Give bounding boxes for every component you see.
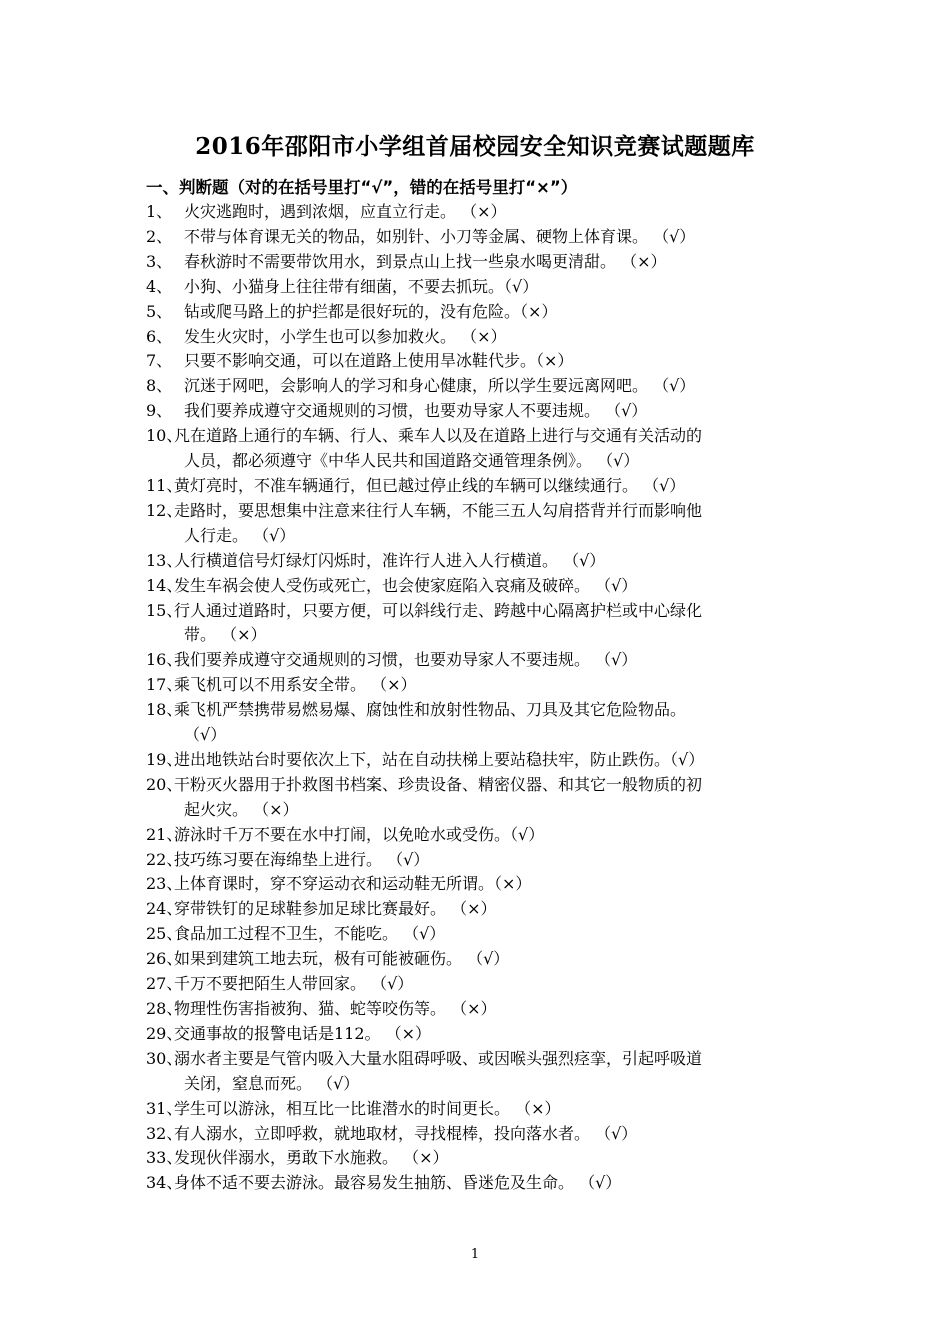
question-item <box>146 574 816 599</box>
question-number: 19、 <box>146 749 183 769</box>
question-number: 17、 <box>146 675 183 695</box>
question-number: 32、 <box>146 1123 183 1143</box>
question-text-continuation: 起火灾。 （×） <box>184 799 299 819</box>
question-text: 穿带铁钉的足球鞋参加足球比赛最好。 （×） <box>174 899 497 919</box>
question-number: 30、 <box>146 1048 183 1068</box>
question-item <box>146 1146 816 1171</box>
question-text: 上体育课时，穿不穿运动衣和运动鞋无所谓。（×） <box>174 874 532 894</box>
question-text-continuation: 带。 （×） <box>184 625 267 645</box>
question-item <box>146 200 816 225</box>
question-number: 8、 <box>146 376 173 396</box>
question-number: 13、 <box>146 550 183 570</box>
question-number: 26、 <box>146 949 183 969</box>
question-text: 身体不适不要去游泳。最容易发生抽筋、昏迷危及生命。 （√） <box>174 1173 622 1193</box>
question-text: 人行横道信号灯绿灯闪烁时，准许行人进入人行横道。 （√） <box>174 550 606 570</box>
question-text: 小狗、小猫身上往往带有细菌，不要去抓玩。（√） <box>184 276 539 296</box>
question-text: 我们要养成遵守交通规则的习惯，也要劝导家人不要违规。 （√） <box>184 401 648 421</box>
question-number: 21、 <box>146 824 183 844</box>
question-number: 29、 <box>146 1023 183 1043</box>
question-text: 火灾逃跑时，遇到浓烟，应直立行走。 （×） <box>184 202 507 221</box>
question-number: 7、 <box>146 351 173 371</box>
question-text: 物理性伤害指被狗、猫、蛇等咬伤等。 （×） <box>174 999 497 1018</box>
question-item <box>146 349 816 374</box>
question-text: 游泳时千万不要在水中打闹，以免呛水或受伤。（√） <box>174 824 545 844</box>
page-number: 1 <box>470 1247 480 1262</box>
question-item <box>146 848 816 873</box>
question-item <box>146 698 816 748</box>
question-number: 5、 <box>146 301 173 321</box>
question-item <box>146 549 816 574</box>
question-item <box>146 1022 816 1047</box>
question-item <box>146 673 816 698</box>
question-text: 只要不影响交通，可以在道路上使用旱冰鞋代步。（×） <box>184 351 574 371</box>
question-item <box>146 897 816 922</box>
question-text: 乘飞机严禁携带易燃易爆、腐蚀性和放射性物品、刀具及其它危险物品。 <box>174 700 687 720</box>
question-list <box>146 200 816 1196</box>
section-heading: 一、判断题（对的在括号里打“√”，错的在括号里打“×”） <box>146 178 578 197</box>
question-text-continuation: （√） <box>184 725 227 745</box>
question-item <box>146 872 816 897</box>
question-text: 发生车祸会使人受伤或死亡，也会使家庭陷入哀痛及破碎。 （√） <box>174 575 638 595</box>
question-number: 2、 <box>146 226 173 246</box>
question-text: 技巧练习要在海绵垫上进行。 （√） <box>174 849 430 869</box>
question-item <box>146 748 816 773</box>
question-text: 行人通过道路时，只要方便，可以斜线行走、跨越中心隔离护栏或中心绿化 <box>174 600 703 620</box>
question-text: 钻或爬马路上的护拦都是很好玩的，没有危险。（×） <box>184 301 558 321</box>
question-item <box>146 499 816 549</box>
question-text: 沉迷于网吧，会影响人的学习和身心健康，所以学生要远离网吧。 （√） <box>184 376 696 396</box>
question-number: 14、 <box>146 575 183 595</box>
question-item <box>146 399 816 424</box>
question-text: 乘飞机可以不用系安全带。 （×） <box>174 675 417 695</box>
question-item <box>146 474 816 499</box>
question-number: 4、 <box>146 276 173 296</box>
question-number: 10、 <box>146 426 183 446</box>
question-item <box>146 1097 816 1122</box>
question-item <box>146 374 816 399</box>
question-number: 31、 <box>146 1098 183 1118</box>
question-item <box>146 300 816 325</box>
question-number: 9、 <box>146 401 173 421</box>
question-text: 溺水者主要是气管内吸入大量水阻碍呼吸、或因喉头强烈痉挛，引起呼吸道 <box>174 1048 703 1068</box>
question-number: 25、 <box>146 924 183 944</box>
question-item <box>146 250 816 275</box>
question-text: 有人溺水，立即呼救，就地取材，寻找棍棒，投向落水者。 （√） <box>174 1123 638 1143</box>
question-number: 33、 <box>146 1148 183 1168</box>
question-item <box>146 997 816 1022</box>
question-item <box>146 972 816 997</box>
question-number: 11、 <box>146 475 183 495</box>
question-text: 走路时，要思想集中注意来往行人车辆，不能三五人勾肩搭背并行而影响他 <box>174 500 703 520</box>
document-title: 2016年邵阳市小学组首届校园安全知识竞赛试题题库 <box>195 133 755 160</box>
question-number: 12、 <box>146 500 183 520</box>
question-item <box>146 225 816 250</box>
question-number: 15、 <box>146 600 183 620</box>
question-item <box>146 424 816 474</box>
question-item <box>146 599 816 649</box>
question-number: 22、 <box>146 849 183 869</box>
question-text: 不带与体育课无关的物品，如别针、小刀等金属、硬物上体育课。 （√） <box>184 226 696 246</box>
question-number: 16、 <box>146 650 183 670</box>
question-number: 18、 <box>146 700 183 720</box>
question-number: 28、 <box>146 999 183 1018</box>
question-item <box>146 1047 816 1097</box>
question-item <box>146 1122 816 1147</box>
question-item <box>146 922 816 947</box>
question-number: 1、 <box>146 202 173 221</box>
question-text: 春秋游时不需要带饮用水，到景点山上找一些泉水喝更清甜。 （×） <box>184 251 667 271</box>
question-text: 食品加工过程不卫生，不能吃。 （√） <box>174 924 446 944</box>
question-item <box>146 773 816 823</box>
question-text: 干粉灭火器用于扑救图书档案、珍贵设备、精密仪器、和其它一般物质的初 <box>174 774 703 794</box>
question-text: 交通事故的报警电话是112。 （×） <box>174 1023 432 1043</box>
question-text-continuation: 关闭，窒息而死。 （√） <box>184 1073 360 1093</box>
question-item <box>146 947 816 972</box>
question-number: 20、 <box>146 774 183 794</box>
question-item <box>146 275 816 300</box>
question-number: 27、 <box>146 974 183 994</box>
question-item <box>146 823 816 848</box>
question-number: 3、 <box>146 251 173 271</box>
question-number: 24、 <box>146 899 183 919</box>
question-text: 我们要养成遵守交通规则的习惯，也要劝导家人不要违规。 （√） <box>174 650 638 670</box>
question-number: 34、 <box>146 1173 183 1193</box>
question-text: 发生火灾时，小学生也可以参加救火。 （×） <box>184 326 507 346</box>
question-text: 学生可以游泳，相互比一比谁潜水的时间更长。 （×） <box>174 1098 561 1118</box>
question-text: 千万不要把陌生人带回家。 （√） <box>174 974 414 994</box>
question-text: 黄灯亮时，不准车辆通行，但已越过停止线的车辆可以继续通行。 （√） <box>174 475 686 495</box>
question-number: 6、 <box>146 326 173 346</box>
question-text: 如果到建筑工地去玩，极有可能被砸伤。 （√） <box>174 949 510 969</box>
question-item <box>146 1171 816 1196</box>
question-text-continuation: 人行走。 （√） <box>184 525 296 545</box>
question-text-continuation: 人员，都必须遵守《中华人民共和国道路交通管理条例》。 （√） <box>184 451 640 471</box>
question-item <box>146 325 816 350</box>
question-text: 进出地铁站台时要依次上下，站在自动扶梯上要站稳扶牢，防止跌伤。（√） <box>174 749 705 769</box>
question-number: 23、 <box>146 874 183 894</box>
question-item <box>146 648 816 673</box>
question-text: 凡在道路上通行的车辆、行人、乘车人以及在道路上进行与交通有关活动的 <box>174 426 703 446</box>
question-text: 发现伙伴溺水，勇敢下水施救。 （×） <box>174 1148 449 1168</box>
